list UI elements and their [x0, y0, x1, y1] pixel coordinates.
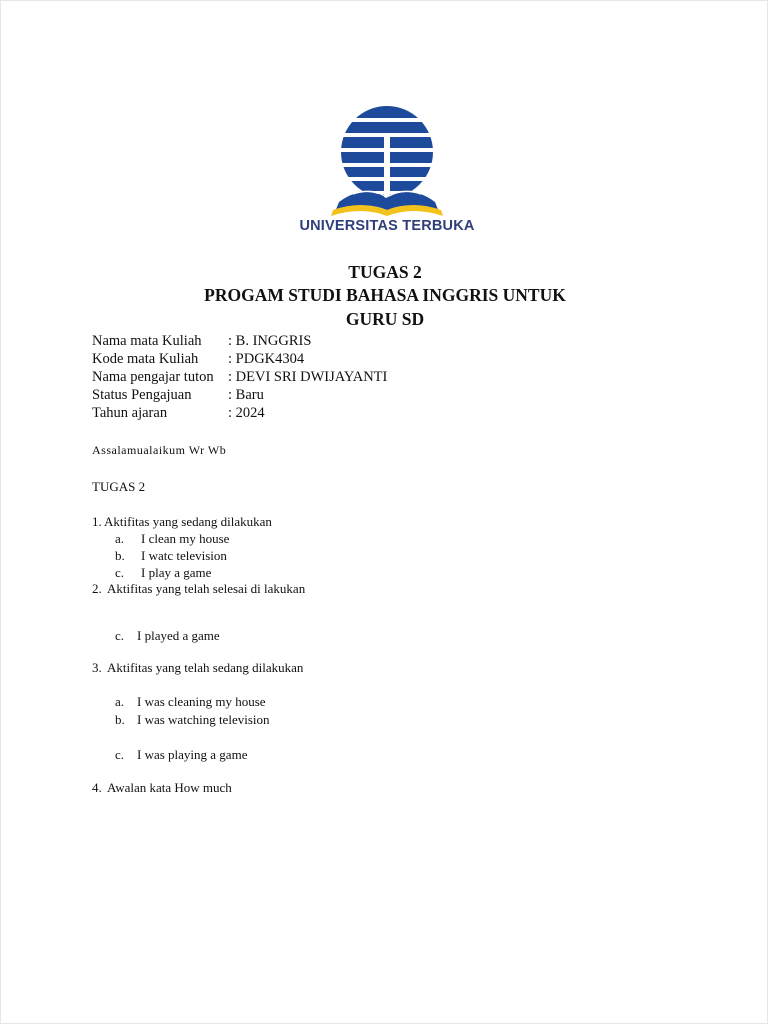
program-title: PROGAM STUDI BAHASA INGGRIS UNTUK	[204, 285, 566, 305]
document-title: TUGAS 2	[348, 262, 422, 282]
question-text: Awalan kata How much	[107, 780, 232, 795]
question-text: Aktifitas yang sedang dilakukan	[104, 514, 272, 529]
university-name: UNIVERSITAS TERBUKA	[299, 218, 475, 234]
answer-item: I was cleaning my house	[137, 694, 266, 709]
info-label: Kode mata Kuliah	[92, 351, 199, 367]
university-logo	[289, 106, 485, 238]
info-value: : DEVI SRI DWIJAYANTI	[228, 369, 388, 385]
item-marker: b.	[115, 712, 125, 727]
item-marker: a.	[115, 531, 125, 546]
university-emblem-icon	[289, 106, 485, 218]
info-value: : B. INGGRIS	[228, 333, 312, 349]
section-label: TUGAS 2	[92, 479, 146, 494]
item-marker: c.	[115, 565, 125, 580]
info-value: : 2024	[228, 405, 265, 421]
info-label: Tahun ajaran	[92, 405, 168, 421]
answer-item: I was playing a game	[137, 747, 248, 762]
item-marker: a.	[115, 694, 125, 709]
answer-item: I was watching television	[137, 712, 270, 727]
info-value: : Baru	[228, 387, 264, 403]
info-label: Nama pengajar tuton	[92, 369, 214, 385]
program-title-continued: GURU SD	[345, 309, 425, 329]
item-marker: c.	[115, 747, 125, 762]
question-text: Aktifitas yang telah selesai di lakukan	[107, 581, 306, 596]
question-number: 2.	[92, 581, 102, 596]
answer-item: I clean my house	[141, 531, 230, 546]
info-label: Nama mata Kuliah	[92, 333, 202, 349]
question-number: 3.	[92, 660, 102, 675]
answer-item: I watc television	[141, 548, 227, 563]
item-marker: c.	[115, 628, 125, 643]
question-text: Aktifitas yang telah sedang dilakukan	[107, 660, 304, 675]
question-number: 1.	[92, 514, 102, 529]
info-label: Status Pengajuan	[92, 387, 192, 403]
answer-item: I played a game	[137, 628, 220, 643]
greeting: Assalamualaikum Wr Wb	[92, 443, 227, 457]
question-number: 4.	[92, 780, 102, 795]
info-value: : PDGK4304	[228, 351, 305, 367]
item-marker: b.	[115, 548, 125, 563]
answer-item: I play a game	[141, 565, 212, 580]
